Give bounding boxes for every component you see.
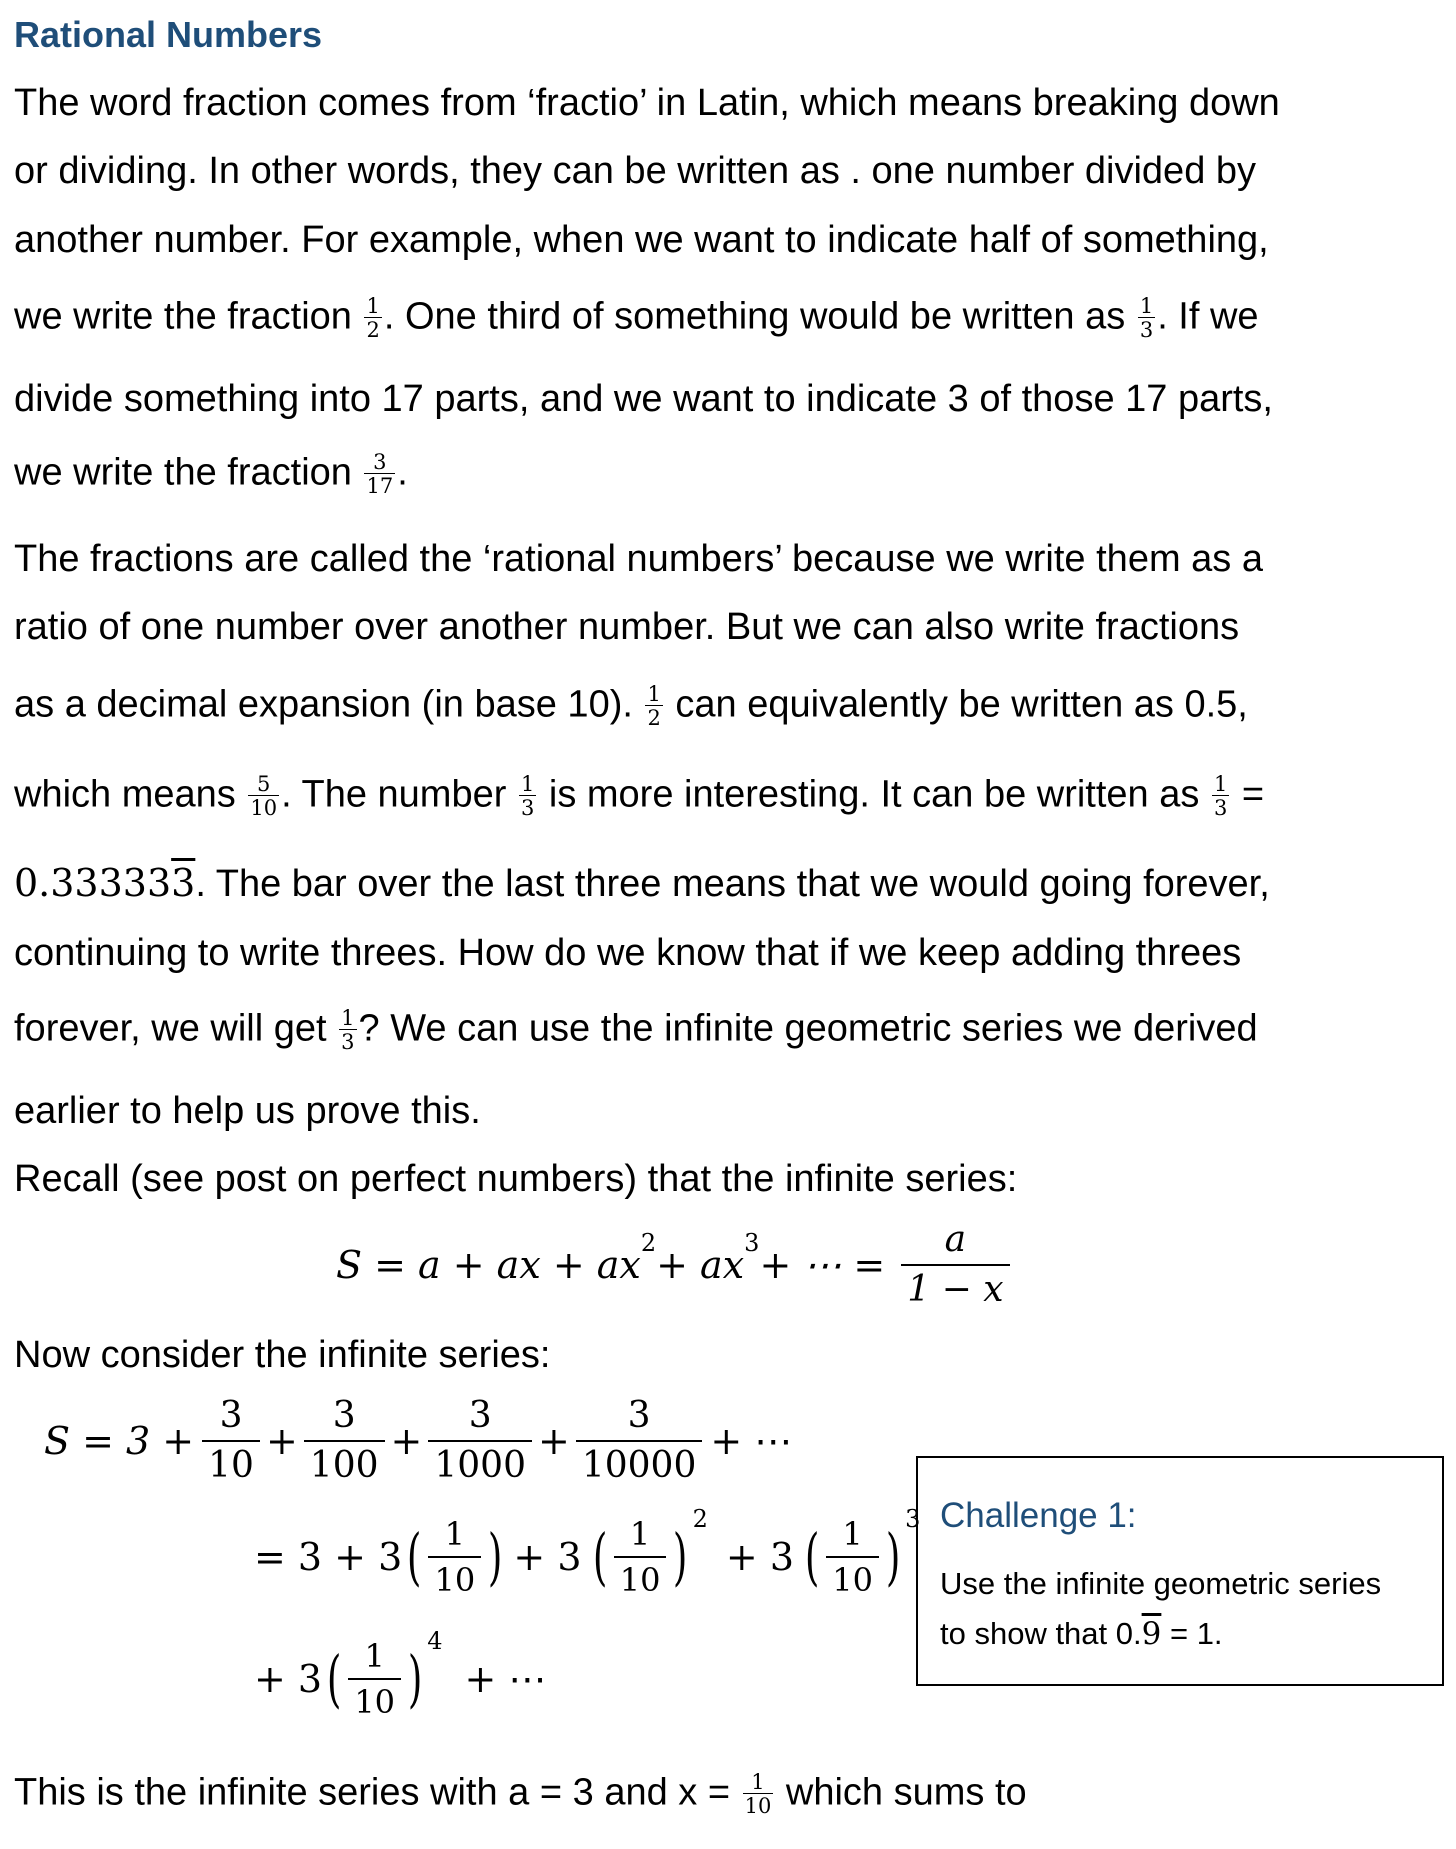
challenge-title: Challenge 1:	[940, 1496, 1137, 1535]
fraction-one-half: $\frac{1}{2}$	[366, 294, 380, 342]
page-title: Rational Numbers	[14, 14, 323, 55]
repeating-digit: 3	[171, 861, 196, 905]
power-fraction: $\frac{1}{10}$	[614, 1518, 667, 1596]
challenge-box	[916, 1456, 1444, 1686]
paragraph-5: This is the infinite series with a = 3 and x = $\frac{1}{10}$ which sums to	[14, 1770, 1027, 1818]
paragraph-4: Now consider the infinite series:	[14, 1334, 551, 1376]
fraction-one-tenth: $\frac{1}{10}$	[744, 1770, 772, 1818]
paragraph-1-line-6: we write the fraction $\frac{3}{17}$ .	[14, 450, 408, 498]
series-term-2: $\frac{3}{100}$	[304, 1398, 385, 1484]
challenge-text-line-2: to show that 0.9 = 1.	[940, 1616, 1223, 1652]
paragraph-2-line-2: ratio of one number over another number. But we can also write fractions	[14, 606, 1240, 648]
paragraph-1-line-2: or dividing. In other words, they can be written as . one number divided by	[14, 150, 1257, 192]
fraction-five-tenths: $\frac{5}{10}$	[250, 772, 278, 820]
paragraph-2-line-6: continuing to write threes. How do we know that if we keep adding threes	[14, 932, 1242, 974]
series-line-1: S = 3 + $\frac{3}{10}$ + $\frac{3}{100}$ + $\frac{3}{1000}$ + $\frac{3}{10000}$ + ⋯	[44, 1395, 793, 1486]
series-line-3: + 3 ( $\frac{1}{10}$ ) 4 + ⋯	[254, 1627, 547, 1721]
series-term-4: $\frac{3}{10000}$	[576, 1398, 703, 1484]
fraction-one-third: $\frac{1}{3}$	[1213, 772, 1228, 820]
paragraph-2-line-4: which means $\frac{5}{10}$ . The number $\frac{1}{3}$ is more interesting. It can be written as $\frac{1}{3}$ =	[14, 772, 1265, 820]
formula-fraction: $\frac{a}{1 - x}$	[901, 1222, 1009, 1308]
paragraph-2-line-3: as a decimal expansion (in base 10). $\frac{1}{2}$ can equivalently be written as 0.5,	[14, 682, 1248, 730]
power-fraction: $\frac{1}{10}$	[826, 1518, 879, 1596]
series-line-2: = 3 + 3 ( $\frac{1}{10}$ ) + 3 ( $\frac{1}{10}$ ) 2 + 3 ( $\frac{1}{10}$ ) 3	[254, 1505, 921, 1599]
paragraph-2-line-5: 0.333333. The bar over the last three means that we would going forever,	[14, 861, 1270, 905]
fraction-one-third: $\frac{1}{3}$	[1139, 294, 1154, 342]
paragraph-3: Recall (see post on perfect numbers) that the infinite series:	[14, 1158, 1018, 1200]
fraction-one-third: $\frac{1}{3}$	[520, 772, 535, 820]
paragraph-2-line-7: forever, we will get $\frac{1}{3}$ ? We can use the infinite geometric series we derived	[14, 1006, 1258, 1054]
fraction-one-third: $\frac{1}{3}$	[341, 1006, 355, 1054]
paragraph-2-line-8: earlier to help us prove this.	[14, 1090, 481, 1132]
paragraph-1-line-3: another number. For example, when we want to indicate half of something,	[14, 219, 1269, 261]
challenge-text-line-1: Use the infinite geometric series	[940, 1566, 1382, 1601]
fraction-one-half: $\frac{1}{2}$	[647, 682, 661, 730]
series-term-3: $\frac{3}{1000}$	[428, 1398, 532, 1484]
fraction-three-seventeenths: $\frac{3}{17}$	[366, 450, 394, 498]
paragraph-1-line-1: The word fraction comes from ‘fractio’ in Latin, which means breaking down	[14, 82, 1280, 124]
power-fraction: $\frac{1}{10}$	[348, 1640, 401, 1718]
paragraph-1-line-5: divide something into 17 parts, and we want to indicate 3 of those 17 parts,	[14, 378, 1273, 420]
paragraph-1-line-4: we write the fraction $\frac{1}{2}$ . One third of something would be written as $\frac{1}{3}$ . If we	[14, 294, 1259, 342]
geometric-series-formula: S = a + ax + ax 2 + ax 3 + ⋯ = $\frac{a}{1 - x}$	[336, 1222, 1012, 1308]
paragraph-2-line-1: The fractions are called the ‘rational numbers’ because we write them as a	[14, 538, 1263, 580]
power-fraction: $\frac{1}{10}$	[428, 1518, 481, 1596]
series-term-1: $\frac{3}{10}$	[202, 1398, 260, 1484]
